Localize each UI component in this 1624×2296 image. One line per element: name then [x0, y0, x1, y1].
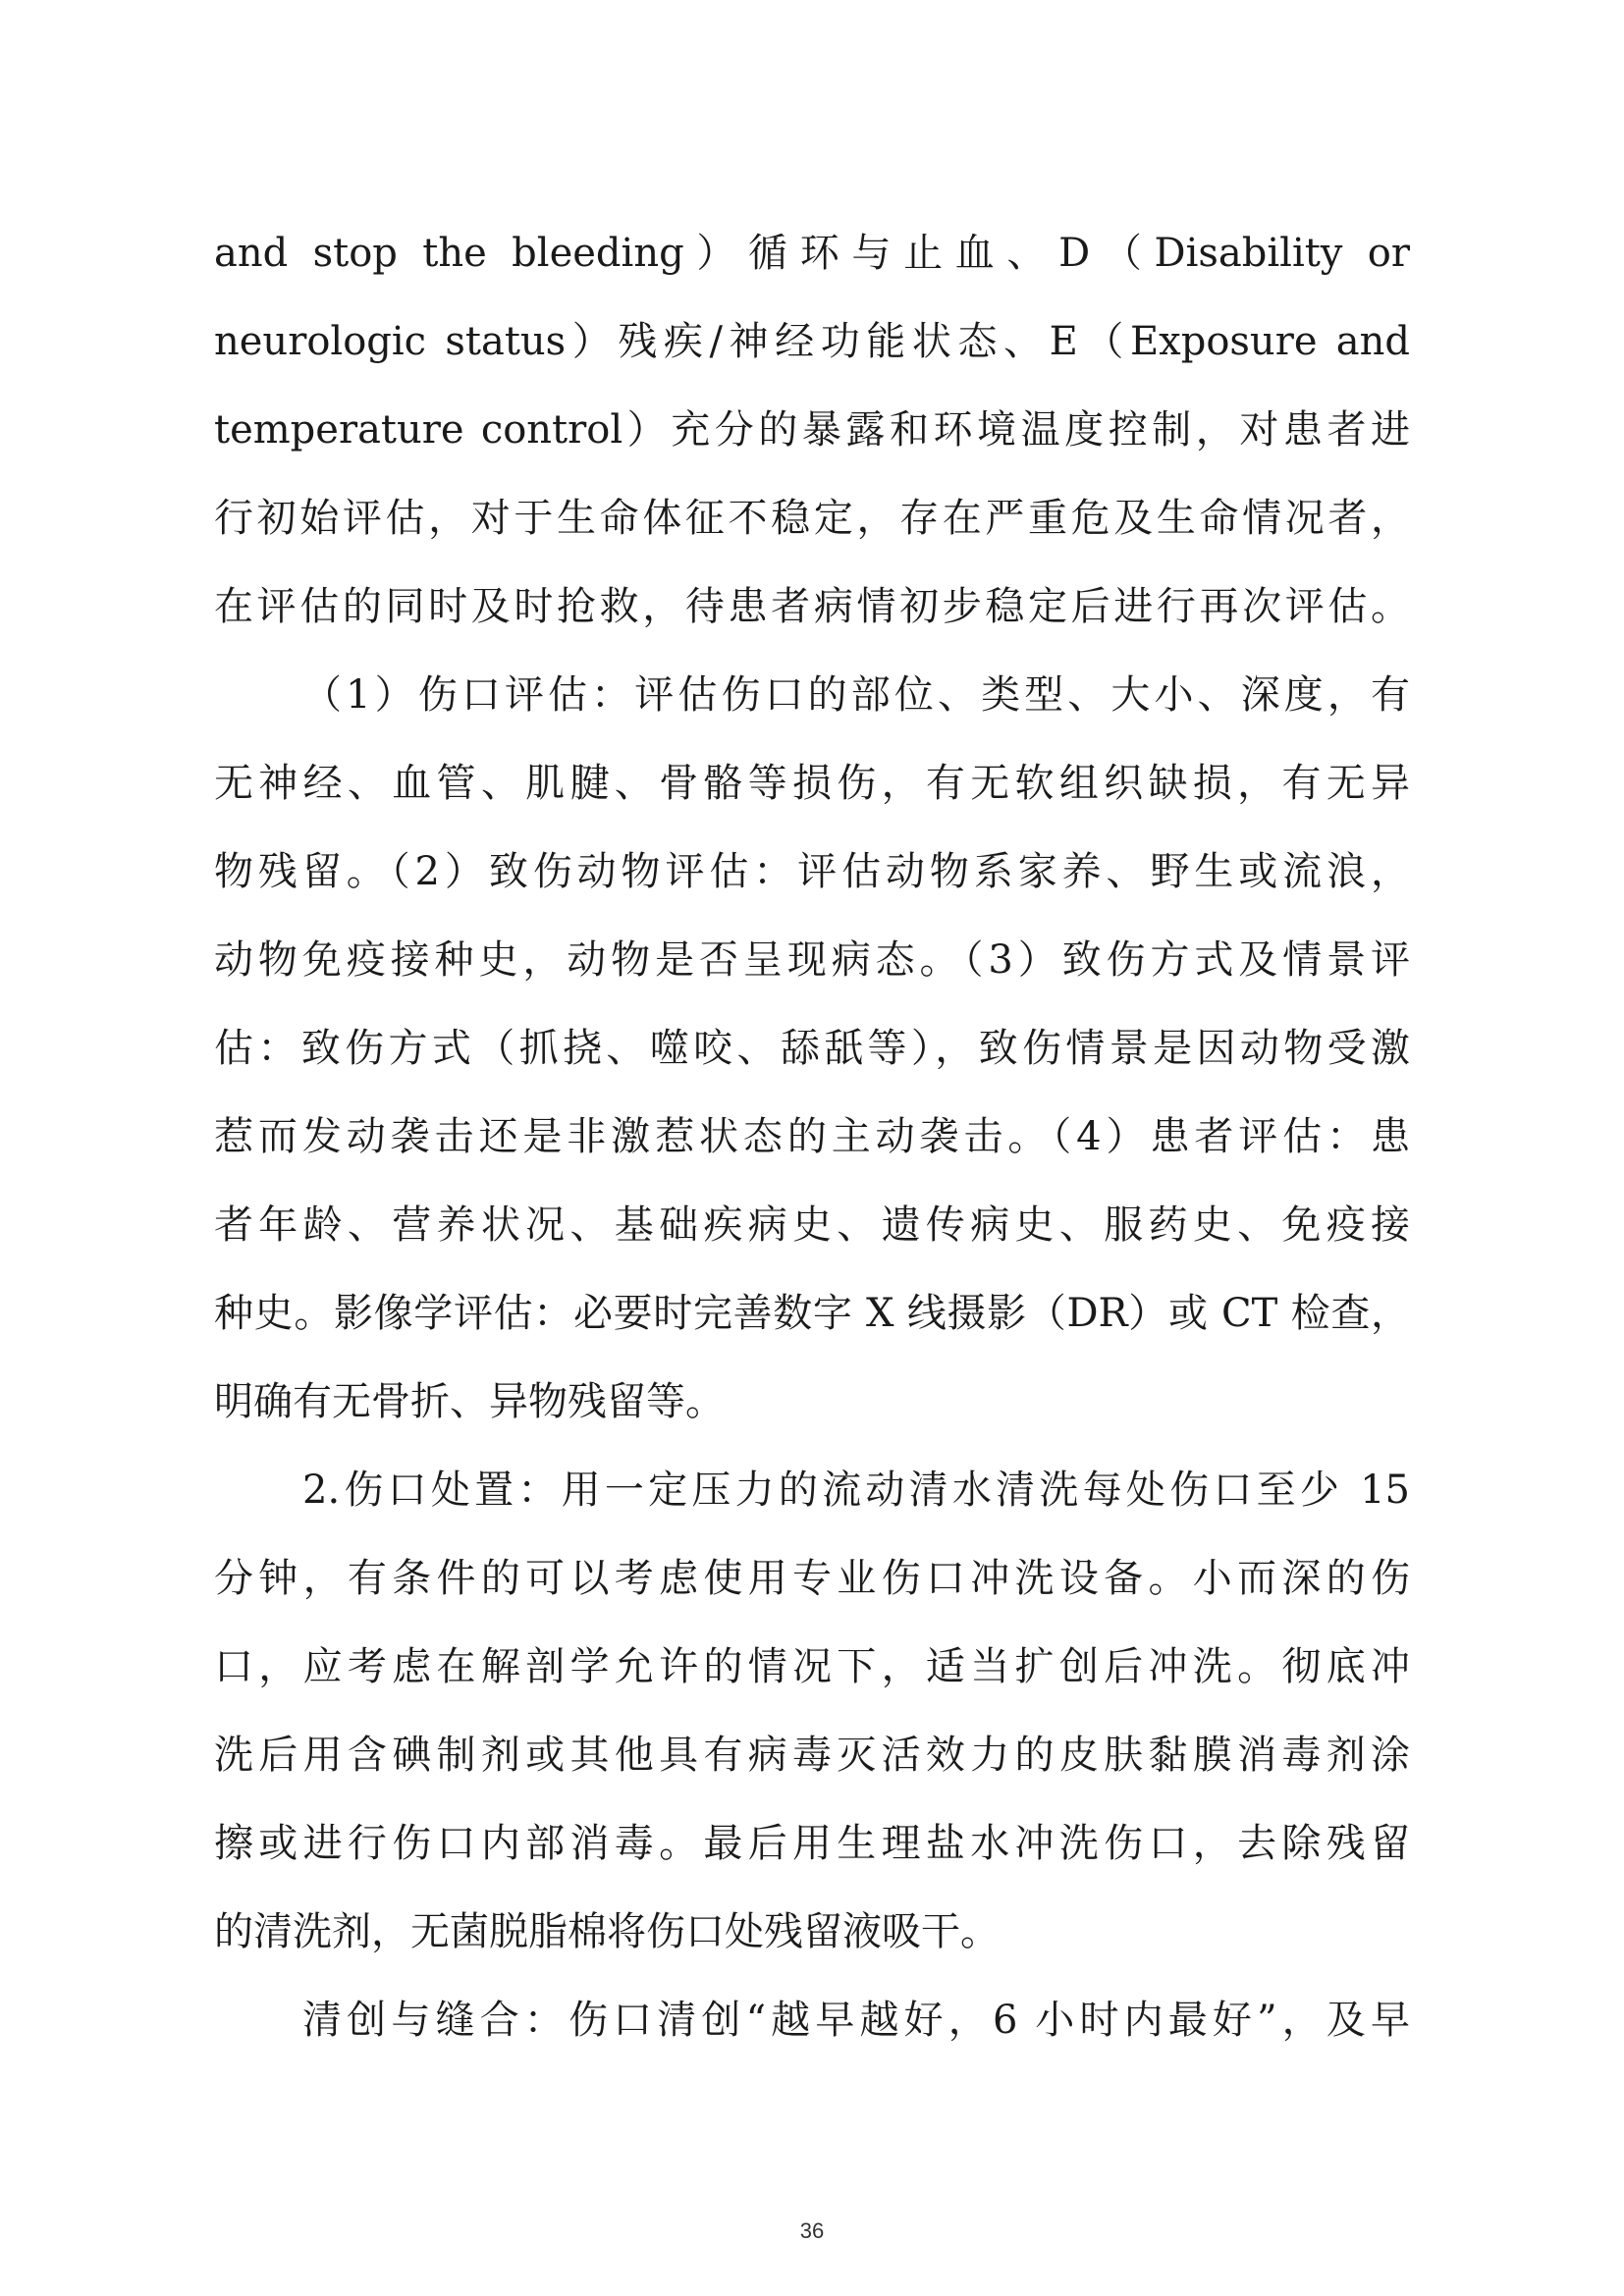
text-line: 明确有无骨折、异物残留等。: [214, 1379, 725, 1424]
text-line: 在评估的同时及时抢救，待患者病情初步稳定后进行再次评估。: [214, 584, 1410, 629]
text-line: 行初始评估，对于生命体征不稳定，存在严重危及生命情况者，: [214, 496, 1410, 541]
text-line: 惹而发动袭击还是非激惹状态的主动袭击。（4）患者评估：患: [214, 1114, 1410, 1159]
text-line: 动物免疫接种史，动物是否呈现病态。（3）致伤方式及情景评: [214, 937, 1410, 983]
text-line: 的清洗剂，无菌脱脂棉将伤口处残留液吸干。: [214, 1909, 1000, 1954]
text-line: 2.伤口处置：用一定压力的流动清水清洗每处伤口至少 15: [302, 1468, 1410, 1513]
text-line: 无神经、血管、肌腱、骨骼等损伤，有无软组织缺损，有无异: [214, 761, 1410, 806]
text-line: 者年龄、营养状况、基础疾病史、遗传病史、服药史、免疫接: [214, 1202, 1410, 1248]
text-line: 物残留。（2）致伤动物评估：评估动物系家养、野生或流浪，: [214, 849, 1410, 894]
text-line: 种史。影像学评估：必要时完善数字 X 线摄影（DR）或 CT 检查，: [214, 1291, 1410, 1336]
text-line: neurologic status）残疾/神经功能状态、E（Exposure and: [214, 319, 1410, 364]
text-line: （1）伤口评估：评估伤口的部位、类型、大小、深度，有: [302, 672, 1410, 718]
text-line: 口，应考虑在解剖学允许的情况下，适当扩创后冲洗。彻底冲: [214, 1644, 1410, 1689]
text-line: 分钟，有条件的可以考虑使用专业伤口冲洗设备。小而深的伤: [214, 1556, 1410, 1601]
text-line: 擦或进行伤口内部消毒。最后用生理盐水冲洗伤口，去除残留: [214, 1821, 1410, 1866]
text-line: 清创与缝合：伤口清创“越早越好，6 小时内最好”，及早: [302, 1998, 1410, 2043]
page-number: 36: [799, 2218, 825, 2243]
text-line: 洗后用含碘制剂或其他具有病毒灭活效力的皮肤黏膜消毒剂涂: [214, 1733, 1410, 1778]
text-line: 估：致伤方式（抓挠、噬咬、舔舐等），致伤情景是因动物受激: [214, 1026, 1410, 1071]
text-line: temperature control）充分的暴露和环境温度控制，对患者进: [214, 407, 1410, 453]
text-line: and stop the bleeding）循环与止血、D（Disability or: [214, 231, 1410, 276]
